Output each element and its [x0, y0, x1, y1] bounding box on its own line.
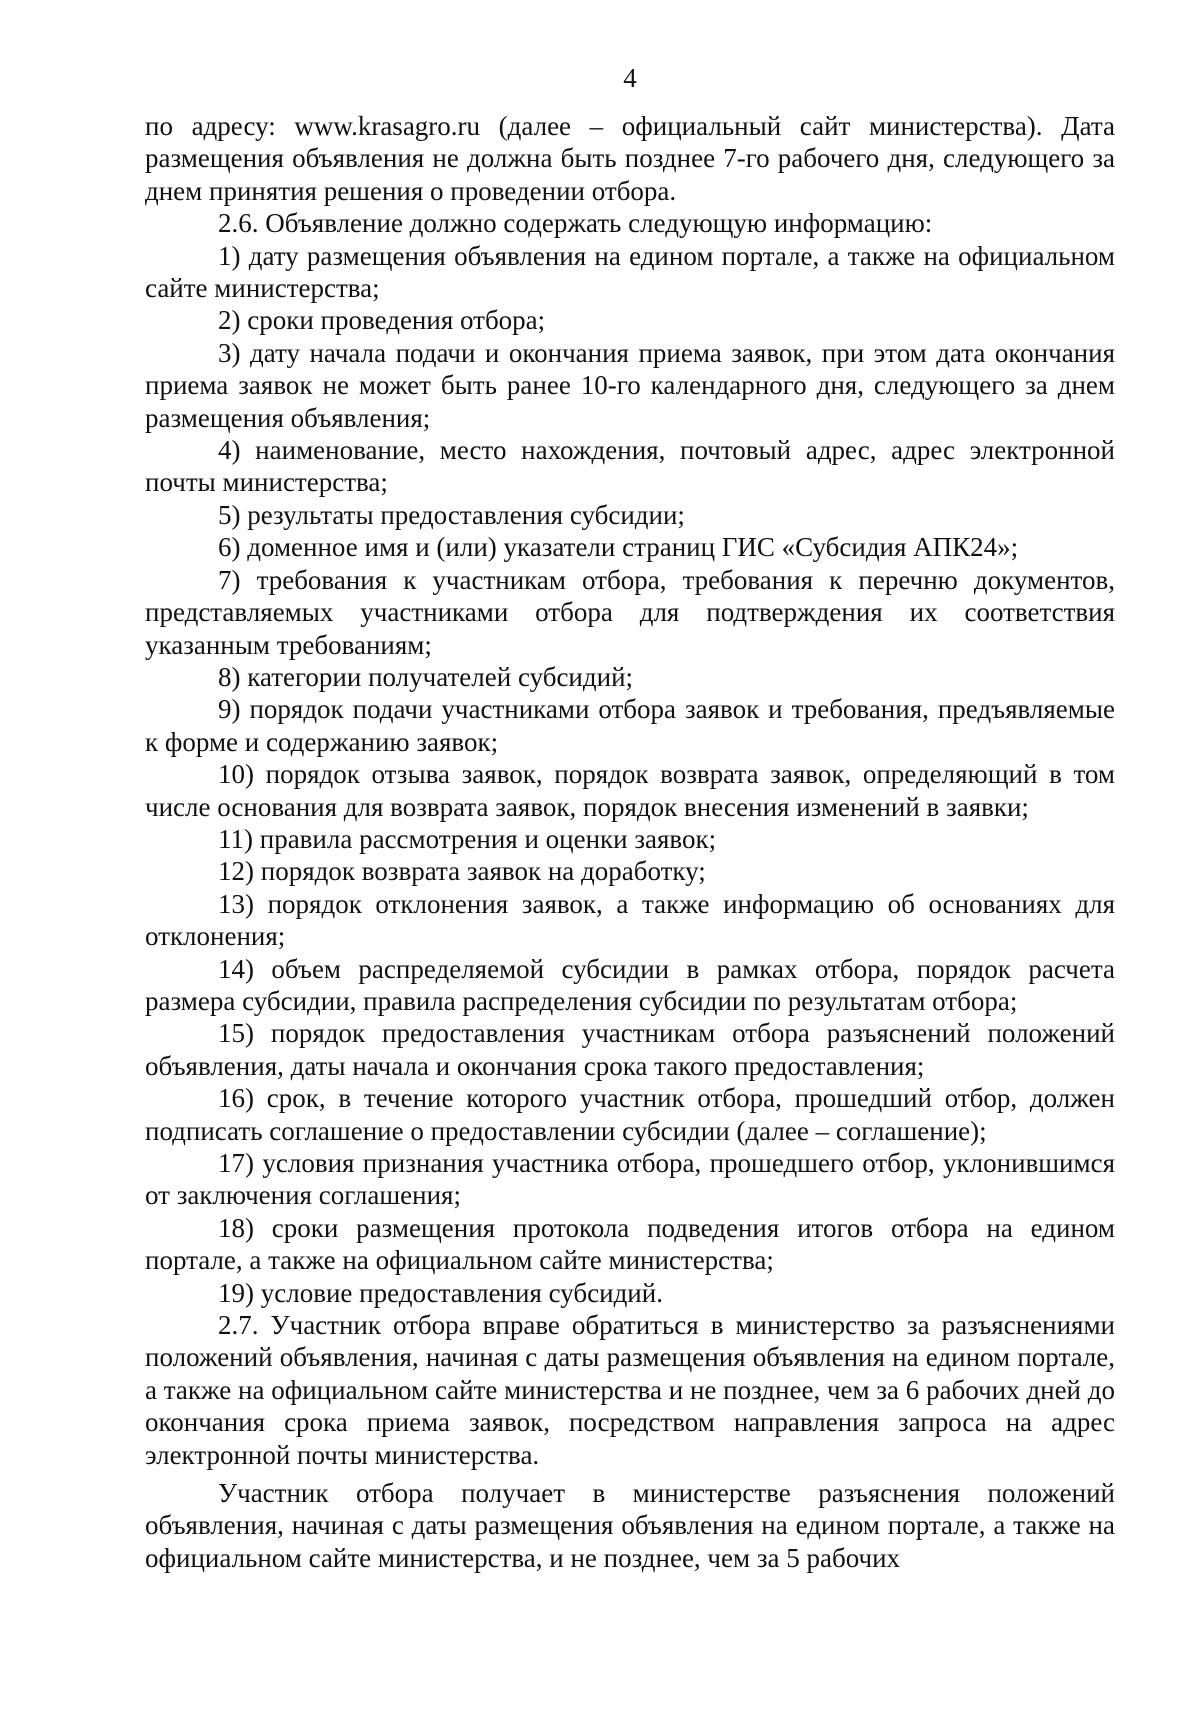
paragraph-section-2-7: 2.7. Участник отбора вправе обратиться в министерство за разъяснениями положений объявления, начиная с даты размещения объявления на едином портале, а также на официальном сайте министерства и не позднее, чем за 6 рабочих дней до окончания срока приема заявок, посредством направления запроса на адрес электронной почты министерства. — [145, 1310, 1115, 1470]
list-item-7: 7) требования к участникам отбора, требования к перечню документов, представляемых участниками отбора для подтверждения их соответствия указанным требованиям; — [145, 564, 1115, 660]
list-item-19: 19) условие предоставления субсидий. — [218, 1277, 663, 1308]
list-item-16: 16) срок, в течение которого участник отбора, прошедший отбор, должен подписать соглашение о предоставлении субсидии (далее – соглашение); — [145, 1083, 1115, 1146]
list-item-14: 14) объем распределяемой субсидии в рамках отбора, порядок расчета размера субсидии, правила распределения субсидии по результатам отбора; — [145, 953, 1115, 1016]
list-item-18: 18) сроки размещения протокола подведения итогов отбора на едином портале, а также на официальном сайте министерства; — [145, 1212, 1115, 1276]
list-item-6: 6) доменное имя и (или) указатели страниц ГИС «Субсидия АПК24»; — [218, 532, 1019, 563]
list-item-10: 10) порядок отзыва заявок, порядок возврата заявок, определяющий в том числе основания для возврата заявок, порядок внесения изменений в заявки; — [145, 759, 1115, 822]
list-item-17: 17) условия признания участника отбора, прошедшего отбор, уклонившимся от заключения соглашения; — [145, 1148, 1115, 1211]
list-item-12: 12) порядок возврата заявок на доработку; — [218, 856, 706, 887]
list-item-5: 5) результаты предоставления субсидии; — [218, 499, 685, 530]
list-item-1: 1) дату размещения объявления на едином портале, а также на официальном сайте министерства; — [145, 240, 1115, 304]
list-item-9: 9) порядок подачи участниками отбора заявок и требования, предъявляемые к форме и содержанию заявок; — [145, 694, 1115, 757]
list-item-4: 4) наименование, место нахождения, почтовый адрес, адрес электронной почты министерства; — [145, 435, 1115, 498]
page-number: 4 — [623, 63, 637, 93]
list-item-15: 15) порядок предоставления участникам отбора разъяснений положений объявления, даты начала и окончания срока такого предоставления; — [145, 1018, 1115, 1081]
list-item-2: 2) сроки проведения отбора; — [218, 305, 546, 336]
list-item-13: 13) порядок отклонения заявок, а также информацию об основаниях для отклонения; — [145, 888, 1115, 952]
paragraph-clarifications: Участник отбора получает в министерстве разъяснения положений объявления, начиная с даты размещения объявления на едином портале, а также на официальном сайте министерства, и не позднее, чем за 5 рабочих — [145, 1478, 1115, 1573]
paragraph-0: по адресу: www.krasagro.ru (далее – официальный сайт министерства). Дата размещения объявления не должна быть позднее 7-го рабочего дня, следующего за днем принятия решения о проведении отбора. — [145, 111, 1115, 206]
paragraph-section-2-6: 2.6. Объявление должно содержать следующую информацию: — [218, 208, 933, 239]
document-body — [145, 110, 1115, 1574]
list-item-8: 8) категории получателей субсидий; — [218, 661, 634, 692]
list-item-11: 11) правила рассмотрения и оценки заявок; — [218, 823, 717, 854]
list-item-3: 3) дату начала подачи и окончания приема заявок, при этом дата окончания приема заявок не может быть ранее 10-го календарного дня, следующего за днем размещения объявления; — [145, 337, 1115, 433]
